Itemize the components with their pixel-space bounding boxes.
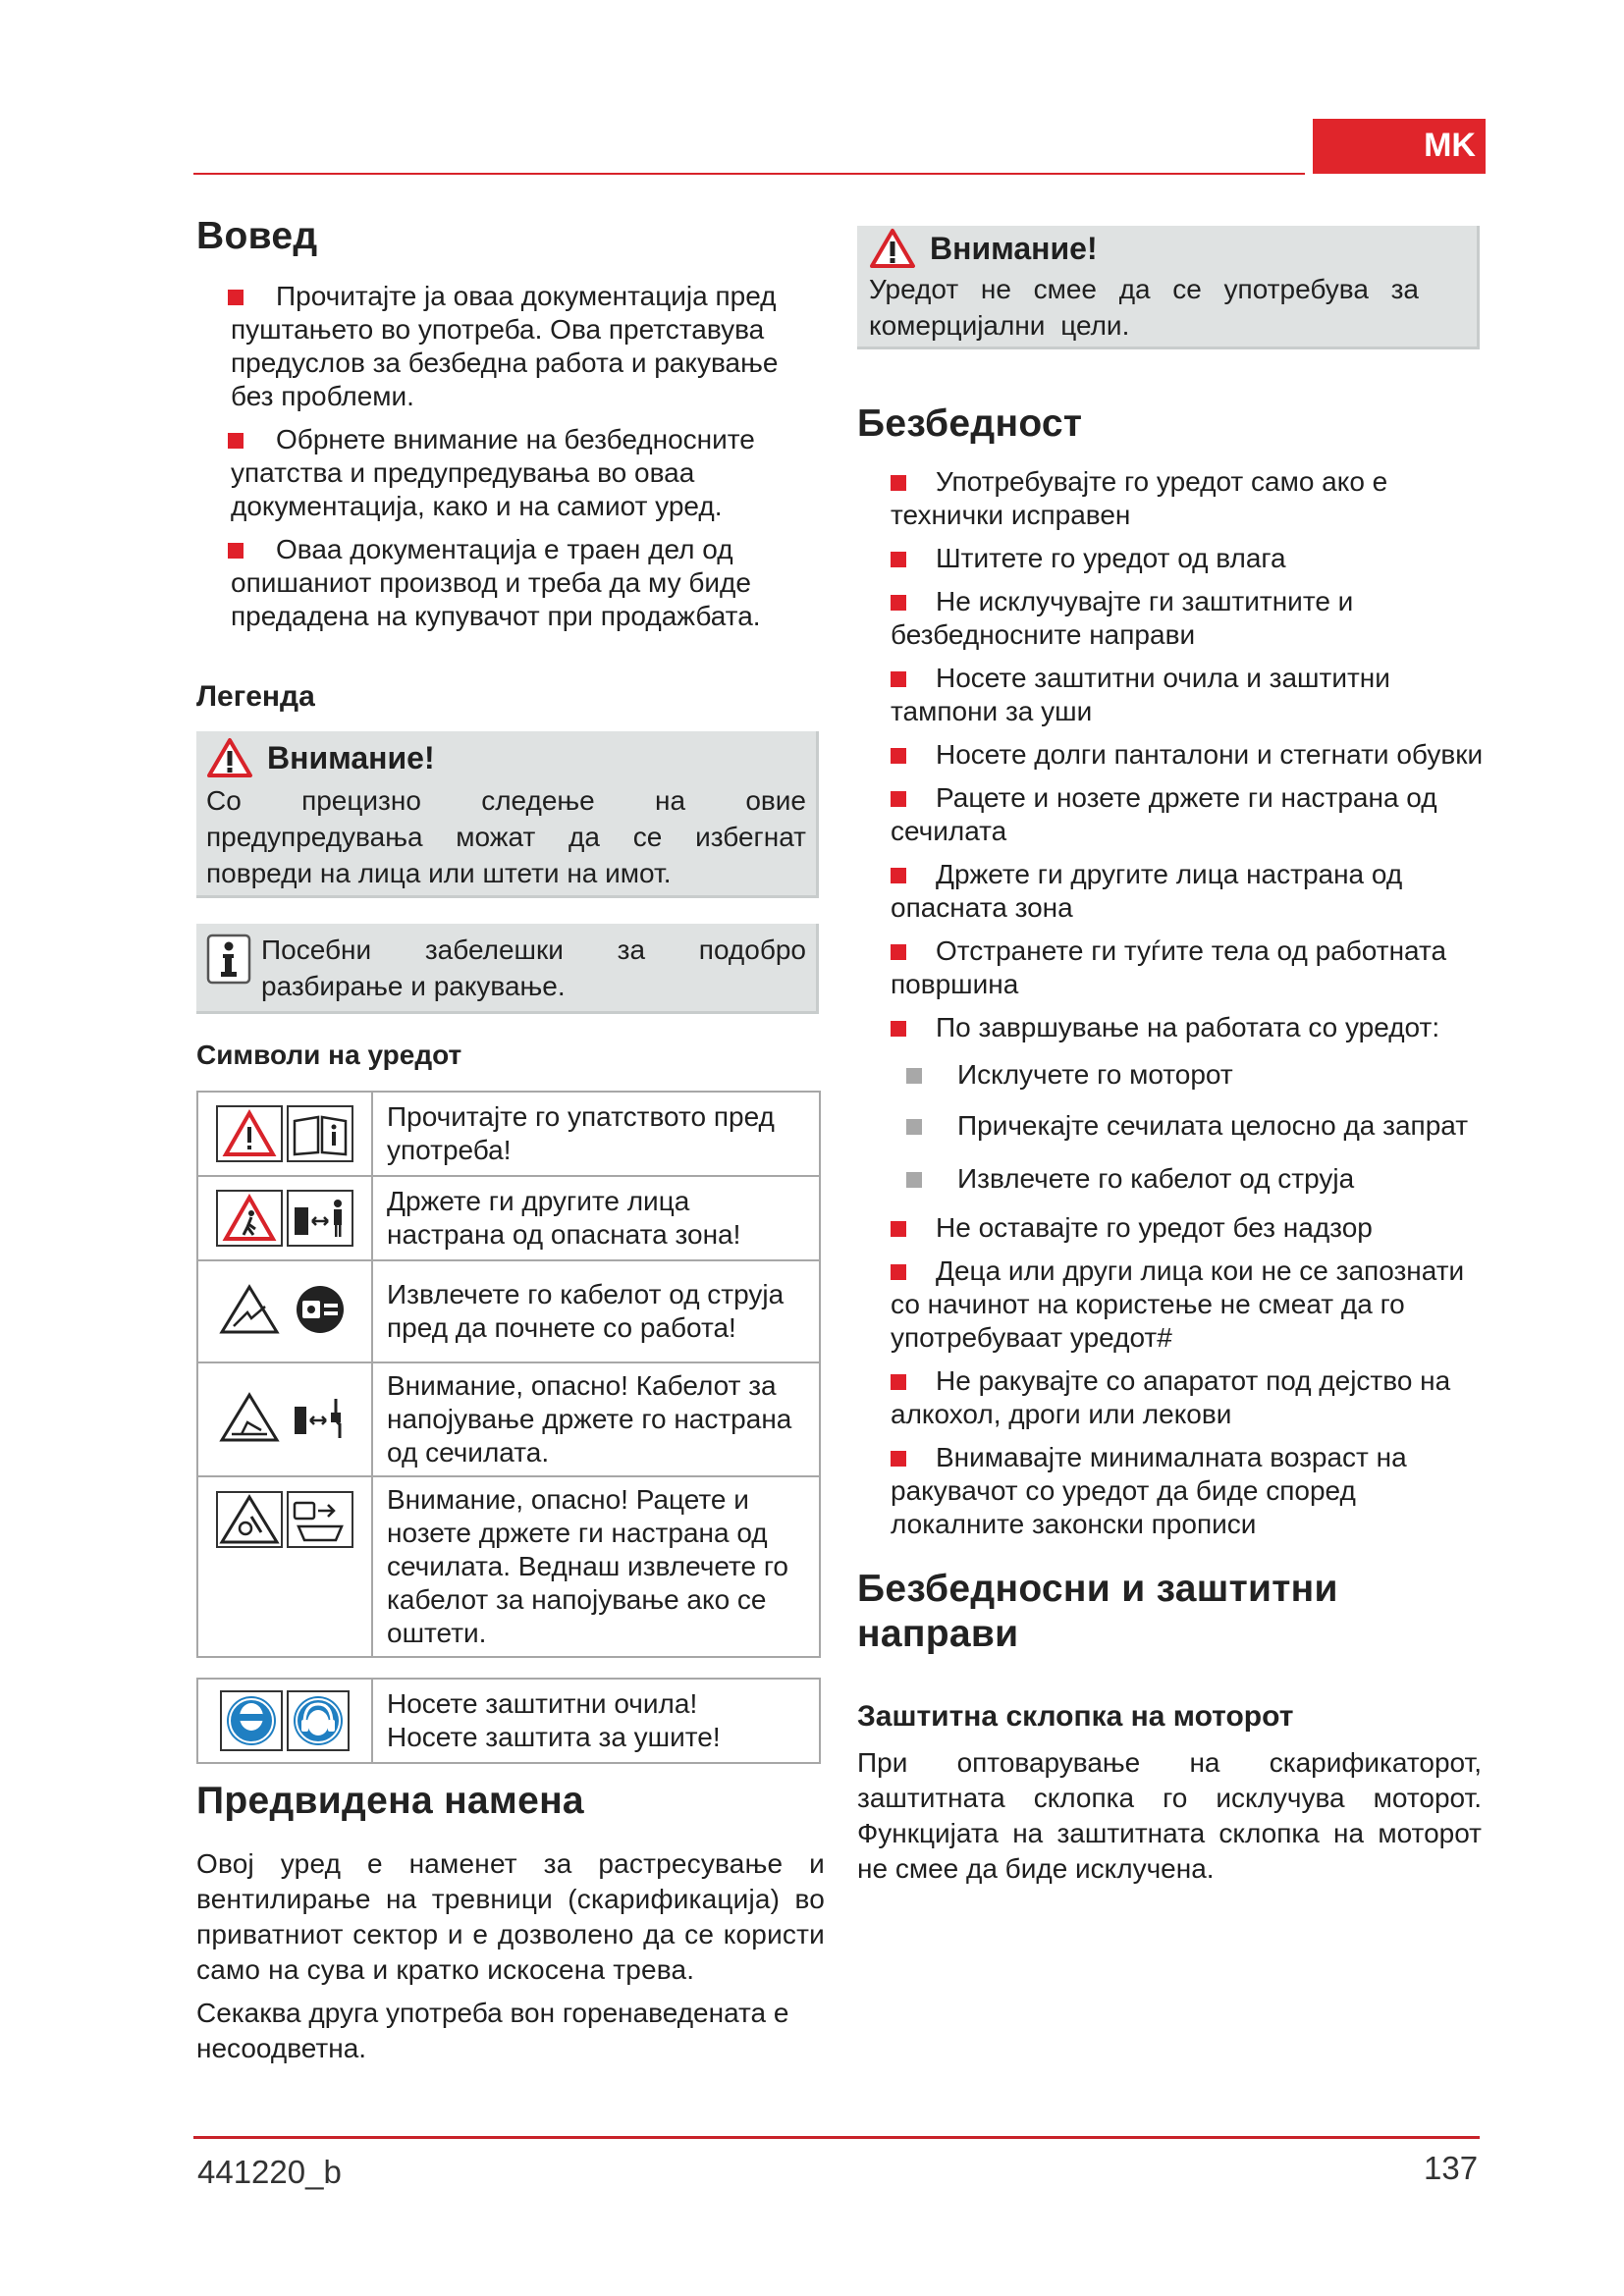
bullet-icon (906, 1119, 922, 1135)
table-row (197, 1260, 820, 1362)
commercial-warning-box (857, 226, 1480, 349)
list-item: Носете долги панталони и стегнати обувки (857, 738, 1486, 772)
thrown-object-warning-icon (216, 1190, 283, 1247)
safety-heading: Безбедност (857, 402, 1083, 445)
warning-symbol-icon (216, 1105, 283, 1162)
bullet-icon (906, 1172, 922, 1188)
symbol-text: Прочитајте го упатството пред употреба! (372, 1092, 820, 1176)
page-number: 137 (1424, 2150, 1479, 2186)
bullet-icon (906, 1068, 922, 1084)
bullet-icon (891, 595, 906, 611)
ear-protection-text: Носете заштита за ушите! (387, 1722, 721, 1752)
list-item: Причекајте сечилата целосно да запрат (906, 1109, 1486, 1143)
list-item: Отстранете ги туѓите тела од работната површина (891, 935, 1447, 999)
warning-text: Уредот не смее да се употребува за комерцијални цели. (869, 274, 1419, 341)
legend-info-box (196, 924, 819, 1014)
language-tab: MK (1313, 119, 1486, 174)
list-item: По завршување на работата со уредот: (857, 1011, 1486, 1044)
bullet-icon (891, 671, 906, 687)
bullet-icon (891, 1021, 906, 1037)
symbol-cell (197, 1362, 372, 1476)
warning-title: Внимание! (930, 230, 1098, 266)
list-item: Штитете го уредот од влага (857, 542, 1486, 575)
table-row (197, 1092, 820, 1176)
bullet-icon (891, 1221, 906, 1237)
list-item: Рацете и нозете држете ги настрана од сечилата (891, 782, 1437, 846)
symbol-text: Држете ги другите лица настрана од опасната зона! (372, 1176, 820, 1260)
electric-warning-icon (216, 1283, 283, 1340)
table-row (197, 1476, 820, 1657)
table-row (197, 1679, 820, 1763)
bullet-icon (891, 1451, 906, 1467)
info-text: Посебни забелешки за подобро разбирање и ракување. (261, 934, 806, 1001)
list-item: Не оставајте го уредот без надзор (857, 1211, 1486, 1245)
list-item: Не исклучувајте ги заштитните и безбедносните направи (891, 586, 1354, 650)
symbols-table (196, 1091, 821, 1658)
symbol-cell (197, 1092, 372, 1176)
cable-warning-icon (216, 1391, 283, 1448)
ear-protection-icon (287, 1690, 350, 1751)
list-item: Оваа документација е траен дел од опишаниот производ и треба да му биде предадена на купувачот при продажбата. (196, 533, 825, 633)
symbol-cell (197, 1176, 372, 1260)
motor-switch-heading: Заштитна склопка на моторот (857, 1700, 1294, 1733)
bullet-icon (891, 552, 906, 567)
bullet-icon (891, 1374, 906, 1390)
list-item: Деца или други лица кои не се запознати со начинот на користење не смеат да го употребуваат уредот# (891, 1255, 1465, 1353)
right-column (857, 226, 1486, 1887)
intended-use-text: Овој уред е наменет за растресување и вентилирање на тревници (скарификација) во приватниот сектор и е дозволено да се користи само на сува и кратко искосена трева. (196, 1848, 825, 1985)
symbol-text (372, 1679, 820, 1763)
intro-heading: Вовед (196, 215, 318, 257)
list-item: Внимавајте минималната возраст на ракувачот со уредот да биде според локалните законски прописи (891, 1442, 1407, 1539)
list-item: Носете заштитни очила и заштитни тампони за уши (891, 663, 1390, 726)
legend-warning-box (196, 731, 819, 898)
protection-table (196, 1678, 821, 1764)
bullet-icon (891, 944, 906, 960)
cable-distance-icon (287, 1391, 353, 1448)
safety-list-continued (857, 1211, 1486, 1541)
list-item: Не ракувајте со апаратот под дејство на алкохол, дроги или лекови (891, 1365, 1451, 1429)
warning-icon (206, 737, 253, 778)
bullet-icon (228, 543, 244, 559)
safety-devices-heading: Безбедносни и заштитни направи (857, 1568, 1338, 1655)
footer-rule (193, 2136, 1480, 2139)
blade-warning-icon (216, 1491, 283, 1548)
intended-use-heading: Предвидена намена (196, 1780, 584, 1822)
table-row (197, 1176, 820, 1260)
list-item: Прочитајте ја оваа документација пред пуштањето во употреба. Ова претставува предуслов за безбедна работа и ракување без проблеми. (196, 280, 825, 413)
warning-text: Со прецизно следење на овие предупредувања можат да се избегнат повреди на лица или штети на имот. (206, 785, 806, 888)
list-item: Употребувајте го уредот само ако е технички исправен (891, 466, 1388, 530)
list-item: Извлечете го кабелот од струја (906, 1162, 1486, 1196)
symbol-cell (197, 1679, 372, 1763)
keep-distance-icon (287, 1190, 353, 1247)
symbol-cell (197, 1260, 372, 1362)
bullet-icon (891, 1264, 906, 1280)
manual-icon (287, 1105, 353, 1162)
safety-list (857, 465, 1486, 1044)
motor-switch-text: При оптоварување на скарификаторот, заштитната склопка го исклучува моторот. Функцијата на заштитната склопка на моторот не смее да биде исклучена. (857, 1747, 1482, 1884)
eye-protection-icon (220, 1690, 283, 1751)
info-icon (206, 934, 251, 985)
list-item: Обрнете внимание на безбедносните упатства и предупредувања во оваа документација, како и на самиот уред. (196, 423, 825, 523)
safety-sublist (906, 1058, 1486, 1196)
document-code: 441220_b (197, 2154, 342, 2190)
intended-use-note: Секаква друга употреба вон горенаведената е несоодветна. (196, 1998, 789, 2063)
eye-protection-text: Носете заштитни очила! (387, 1688, 698, 1719)
bullet-icon (228, 290, 244, 305)
symbol-text: Внимание, опасно! Кабелот за напојување држете го настрана од сечилата. (372, 1362, 820, 1476)
symbols-heading: Символи на уредот (196, 1040, 462, 1070)
unplug-damaged-cable-icon (287, 1491, 353, 1548)
symbol-text: Извлечете го кабелот од струја пред да почнете со работа! (372, 1260, 820, 1362)
unplug-icon (287, 1283, 353, 1340)
symbol-cell (197, 1476, 372, 1657)
intro-list (196, 280, 825, 633)
table-row (197, 1362, 820, 1476)
header-rule (193, 173, 1305, 175)
bullet-icon (891, 791, 906, 807)
bullet-icon (228, 433, 244, 449)
list-item: Исклучете го моторот (906, 1058, 1486, 1092)
list-item: Држете ги другите лица настрана од опасната зона (891, 859, 1403, 923)
symbol-text: Внимание, опасно! Рацете и нозете држете ги настрана од сечилата. Веднаш извлечете го кабелот за напојување ако се оштети. (372, 1476, 820, 1657)
legend-heading: Легенда (196, 680, 315, 713)
bullet-icon (891, 748, 906, 764)
bullet-icon (891, 868, 906, 883)
warning-icon (869, 228, 916, 269)
warning-title: Внимание! (267, 739, 435, 775)
bullet-icon (891, 475, 906, 491)
left-column (196, 211, 825, 2066)
